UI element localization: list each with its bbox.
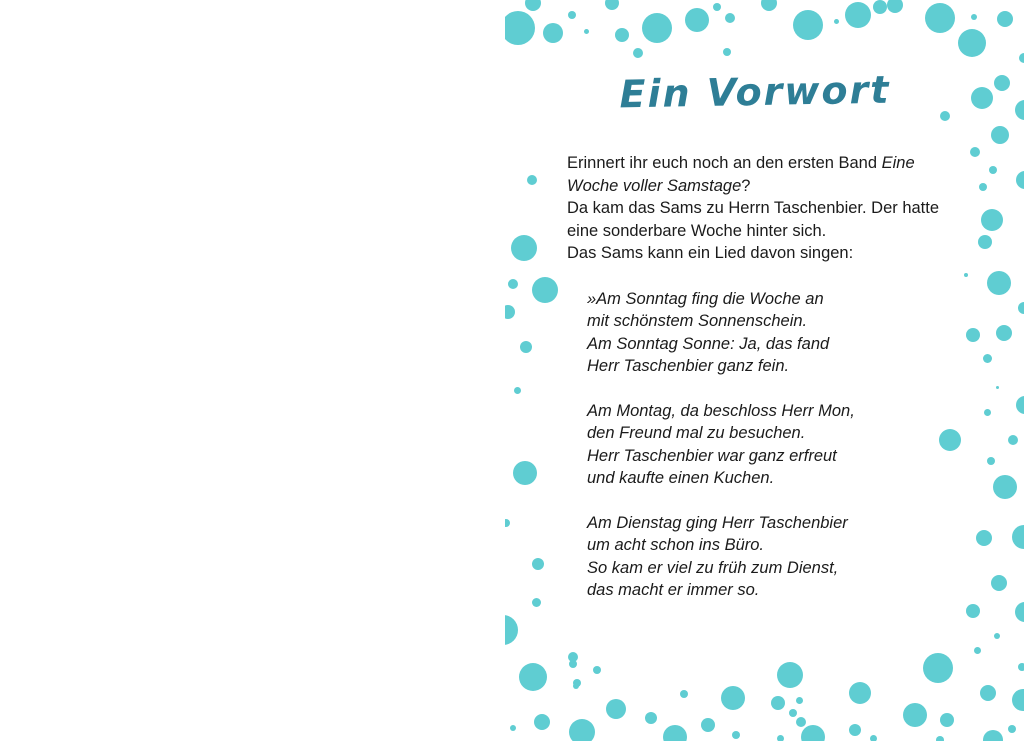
teal-dot [789, 709, 797, 717]
teal-dot [510, 725, 516, 731]
poem [567, 288, 943, 602]
teal-dot [532, 558, 544, 570]
teal-dot [970, 147, 980, 157]
poem-line: mit schönstem Sonnenschein. [587, 312, 808, 330]
teal-dot [987, 271, 1011, 295]
poem-line: Herr Taschenbier ganz fein. [587, 357, 790, 375]
teal-dot [569, 719, 595, 741]
teal-dot [680, 690, 688, 698]
teal-dot [976, 530, 992, 546]
teal-dot [1008, 725, 1016, 733]
teal-dot [971, 87, 993, 109]
paragraph-band-question [567, 152, 943, 197]
poem-line: Am Dienstag ging Herr Taschenbier [587, 513, 848, 532]
teal-dot [981, 209, 1003, 231]
teal-dot [1012, 525, 1024, 549]
poem-line: und kaufte einen Kuchen. [587, 469, 775, 487]
teal-dot [514, 387, 521, 394]
teal-dot [966, 604, 980, 618]
intro-paragraphs [567, 152, 943, 265]
teal-dot [527, 175, 537, 185]
teal-dot [989, 166, 997, 174]
teal-dot [870, 735, 877, 741]
teal-dot [1008, 435, 1018, 445]
teal-dot [569, 660, 577, 668]
teal-dot [525, 0, 541, 11]
teal-dot [996, 386, 999, 389]
teal-dot [958, 29, 986, 57]
book-page [505, 0, 1024, 741]
stanza-dienstag [587, 512, 943, 602]
teal-dot [983, 730, 1003, 741]
stanza-sonntag [587, 288, 943, 378]
poem-line: den Freund mal zu besuchen. [587, 424, 806, 442]
left-page-blank [0, 0, 505, 741]
teal-dot [1018, 663, 1024, 671]
teal-dot [606, 699, 626, 719]
teal-dot [543, 23, 563, 43]
poem-line: So kam er viel zu früh zum Dienst, [587, 558, 839, 577]
teal-dot [1016, 396, 1024, 414]
teal-dot [796, 717, 806, 727]
teal-dot [1015, 100, 1024, 120]
teal-dot [974, 647, 981, 654]
teal-dot [701, 718, 715, 732]
poem-line: Am Sonntag Sonne: Ja, das fand [587, 334, 830, 353]
teal-dot [978, 235, 992, 249]
teal-dot [966, 328, 980, 342]
teal-dot [979, 183, 987, 191]
poem-line: Am Montag, da beschloss Herr Mon, [587, 401, 855, 420]
page-content [567, 0, 943, 602]
teal-dot [940, 713, 954, 727]
teal-dot [593, 666, 601, 674]
teal-dot [983, 354, 992, 363]
teal-dot [505, 519, 510, 527]
teal-dot [513, 461, 537, 485]
teal-dot [903, 703, 927, 727]
teal-dot [777, 662, 803, 688]
teal-dot [923, 653, 953, 683]
teal-dot [936, 736, 944, 741]
teal-dot [996, 325, 1012, 341]
teal-dot [505, 305, 515, 319]
teal-dot [777, 735, 784, 741]
teal-dot [801, 725, 825, 741]
teal-dot [796, 697, 803, 704]
teal-dot [508, 279, 518, 289]
teal-dot [771, 696, 785, 710]
teal-dot [991, 126, 1009, 144]
paragraph-sams-arrival: Da kam das Sams zu Herrn Taschenbier. Der hatte eine sonderbare Woche hinter sich. [567, 199, 940, 240]
teal-dot [1018, 302, 1024, 314]
poem-line: um acht schon ins Büro. [587, 536, 765, 554]
teal-dot [994, 75, 1010, 91]
teal-dot [984, 409, 991, 416]
teal-dot [980, 685, 996, 701]
teal-dot [1015, 602, 1024, 622]
teal-dot [997, 11, 1013, 27]
intro-text: ? [741, 176, 751, 195]
teal-dot [1016, 171, 1024, 189]
teal-dot [532, 277, 558, 303]
teal-dot [849, 724, 861, 736]
teal-dot [971, 14, 977, 20]
teal-dot [964, 273, 968, 277]
teal-dot [991, 575, 1007, 591]
intro-text: Erinnert ihr euch noch an den ersten Band [567, 154, 882, 172]
teal-dot [732, 731, 740, 739]
chapter-title: Ein Vorwort [619, 67, 891, 117]
stanza-montag [587, 400, 943, 490]
poem-line: das macht er immer so. [587, 581, 760, 599]
teal-dot [505, 11, 535, 45]
paragraph-song-lead-in: Das Sams kann ein Lied davon singen: [567, 244, 854, 262]
teal-dot [520, 341, 532, 353]
book-title-italic: Eine Woche voller Samstage [567, 154, 915, 195]
poem-line: »Am Sonntag fing die Woche an [587, 289, 824, 308]
teal-dot [663, 725, 687, 741]
teal-dot [573, 683, 579, 689]
teal-dot [993, 475, 1017, 499]
teal-dot [505, 615, 518, 645]
teal-dot [534, 714, 550, 730]
teal-dot [519, 663, 547, 691]
teal-dot [1012, 689, 1024, 711]
teal-dot [645, 712, 657, 724]
teal-dot [532, 598, 541, 607]
teal-dot [994, 633, 1000, 639]
teal-dot [511, 235, 537, 261]
teal-dot [1019, 53, 1024, 63]
poem-line: Herr Taschenbier war ganz erfreut [587, 446, 837, 465]
teal-dot [849, 682, 871, 704]
teal-dot [721, 686, 745, 710]
teal-dot [987, 457, 995, 465]
